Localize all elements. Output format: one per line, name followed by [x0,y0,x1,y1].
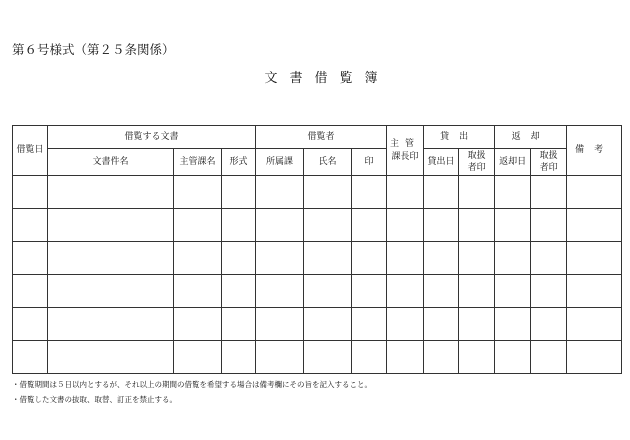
table-cell[interactable] [48,176,174,209]
table-cell[interactable] [304,176,352,209]
table-cell[interactable] [48,308,174,341]
header-return-date: 返却日 [495,149,531,176]
header-lend-group: 貸出 [424,126,495,149]
table-cell[interactable] [48,275,174,308]
table-cell[interactable] [256,341,304,374]
header-chief-seal [387,126,424,176]
table-row [13,176,622,209]
table-cell[interactable] [13,176,48,209]
header-return-handler-line1: 取扱 [539,150,558,161]
table-row [13,275,622,308]
header-borrower-dept: 所属課 [256,149,304,176]
header-return-handler [531,149,567,176]
table-cell[interactable] [13,341,48,374]
table-cell[interactable] [424,308,459,341]
header-doc-format: 形式 [222,149,256,176]
table-cell[interactable] [48,242,174,275]
table-cell[interactable] [531,176,567,209]
table-cell[interactable] [531,242,567,275]
table-cell[interactable] [174,341,222,374]
form-number-label: 第６号様式（第２５条関係） [12,42,175,57]
page-title: 文書借覧簿 [264,71,390,86]
table-cell[interactable] [424,341,459,374]
table-cell[interactable] [387,341,424,374]
table-cell[interactable] [222,308,256,341]
header-remarks: 備考 [567,126,622,176]
table-cell[interactable] [495,209,531,242]
table-cell[interactable] [304,242,352,275]
footnotes [12,377,372,407]
table-cell[interactable] [424,242,459,275]
header-return-handler-line2: 者印 [539,163,558,173]
table-cell[interactable] [256,209,304,242]
table-cell[interactable] [567,341,622,374]
table-cell[interactable] [387,176,424,209]
table-cell[interactable] [531,308,567,341]
table-cell[interactable] [531,275,567,308]
table-cell[interactable] [531,341,567,374]
table-cell[interactable] [304,275,352,308]
ledger-body [13,176,622,374]
header-documents-group: 借覧する文書 [48,126,256,149]
table-row [13,341,622,374]
table-cell[interactable] [222,176,256,209]
header-return-group: 返却 [495,126,567,149]
table-cell[interactable] [495,242,531,275]
table-cell[interactable] [222,341,256,374]
table-cell[interactable] [352,242,387,275]
table-cell[interactable] [459,176,495,209]
table-cell[interactable] [222,242,256,275]
table-cell[interactable] [48,341,174,374]
header-lend-handler-line2: 者印 [467,163,486,173]
table-cell[interactable] [222,275,256,308]
table-cell[interactable] [352,341,387,374]
table-cell[interactable] [304,308,352,341]
table-cell[interactable] [567,176,622,209]
table-cell[interactable] [352,209,387,242]
table-cell[interactable] [387,308,424,341]
table-cell[interactable] [387,275,424,308]
header-borrow-date: 借覧日 [13,126,48,176]
table-cell[interactable] [174,275,222,308]
table-cell[interactable] [13,308,48,341]
table-cell[interactable] [459,275,495,308]
header-doc-name: 文書件名 [48,149,174,176]
table-cell[interactable] [174,209,222,242]
table-cell[interactable] [256,275,304,308]
table-row [13,242,622,275]
table-cell[interactable] [304,209,352,242]
header-borrower-group: 借覧者 [256,126,387,149]
table-cell[interactable] [567,209,622,242]
table-cell[interactable] [352,275,387,308]
table-cell[interactable] [256,308,304,341]
header-chief-seal-line2: 課長印 [391,151,419,162]
document-borrowing-ledger-table [12,125,622,374]
table-cell[interactable] [424,209,459,242]
table-cell[interactable] [495,341,531,374]
header-lend-handler [459,149,495,176]
table-cell[interactable] [495,275,531,308]
header-borrower-seal: 印 [352,149,387,176]
table-cell[interactable] [495,308,531,341]
header-chief-seal-line1: 主管 [390,139,421,150]
table-cell[interactable] [459,308,495,341]
table-cell[interactable] [256,176,304,209]
table-cell[interactable] [174,242,222,275]
header-lend-handler-line1: 取扱 [467,150,486,161]
table-cell[interactable] [531,209,567,242]
table-cell[interactable] [352,176,387,209]
table-cell[interactable] [174,176,222,209]
table-cell[interactable] [13,242,48,275]
table-cell[interactable] [459,341,495,374]
table-cell[interactable] [567,242,622,275]
table-cell[interactable] [13,209,48,242]
table-cell[interactable] [567,308,622,341]
header-lend-date: 貸出日 [424,149,459,176]
table-cell[interactable] [459,209,495,242]
table-cell[interactable] [567,275,622,308]
footnote: ・借覧期間は５日以内とするが、それ以上の期間の借覧を希望する場合は備考欄にその旨を記入すること。 [12,380,372,389]
header-borrower-name: 氏名 [304,149,352,176]
table-cell[interactable] [424,275,459,308]
table-cell[interactable] [459,242,495,275]
table-cell[interactable] [387,242,424,275]
table-cell[interactable] [174,308,222,341]
footnote: ・借覧した文書の抜取、取替、訂正を禁止する。 [12,395,177,404]
table-cell[interactable] [304,341,352,374]
table-cell[interactable] [48,209,174,242]
table-cell[interactable] [352,308,387,341]
table-cell[interactable] [495,176,531,209]
table-cell[interactable] [222,209,256,242]
table-row [13,308,622,341]
table-cell[interactable] [13,275,48,308]
table-row [13,209,622,242]
table-cell[interactable] [387,209,424,242]
table-cell[interactable] [256,242,304,275]
table-cell[interactable] [424,176,459,209]
header-doc-dept: 主管課名 [174,149,222,176]
